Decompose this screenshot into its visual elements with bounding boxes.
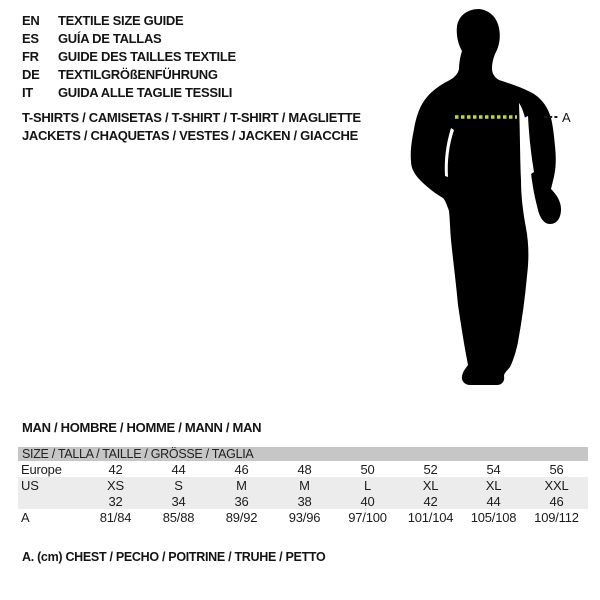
cell: 101/104: [407, 509, 454, 525]
lang-code: DE: [22, 67, 40, 82]
cell: M: [299, 477, 310, 493]
measurement-footnote: A. (cm) CHEST / PECHO / POITRINE / TRUHE / PETTO: [22, 550, 326, 564]
cell: 32: [108, 493, 123, 509]
row-label: Europe: [21, 461, 62, 477]
cell: 81/84: [99, 509, 132, 525]
lang-label: GUIDE DES TAILLES TEXTILE: [58, 49, 236, 64]
cell: XL: [422, 477, 439, 493]
cell: 44: [171, 461, 186, 477]
cell: 46: [234, 461, 249, 477]
cell: 109/112: [534, 509, 579, 525]
cell: 38: [297, 493, 312, 509]
cell: 93/96: [288, 509, 321, 525]
cell: XXL: [544, 477, 569, 493]
size-table-grid: [18, 461, 588, 525]
table-row-us: [18, 477, 588, 493]
table-row-chest-a: [18, 509, 588, 525]
cell: 42: [423, 493, 438, 509]
cell: 105/108: [470, 509, 517, 525]
row-label: US: [21, 477, 39, 493]
lang-label: TEXTILE SIZE GUIDE: [58, 13, 184, 28]
section-title-man: MAN / HOMBRE / HOMME / MANN / MAN: [22, 420, 262, 435]
cell: 36: [234, 493, 249, 509]
cell: 34: [171, 493, 186, 509]
cell: L: [363, 477, 372, 493]
lang-label: GUÍA DE TALLAS: [58, 31, 162, 46]
row-label: [18, 493, 84, 509]
cell: 48: [297, 461, 312, 477]
cell: 46: [549, 493, 564, 509]
lang-code: EN: [22, 13, 40, 28]
size-table: [18, 447, 588, 525]
lang-label: TEXTILGRÖßENFÜHRUNG: [58, 67, 218, 82]
cell: 44: [486, 493, 501, 509]
lang-code: IT: [22, 85, 33, 100]
cell: M: [236, 477, 247, 493]
size-table-header: SIZE / TALLA / TAILLE / GRÖSSE / TAGLIA: [18, 447, 588, 461]
category-jackets: JACKETS / CHAQUETAS / VESTES / JACKEN / GIACCHE: [22, 128, 358, 143]
measure-label-a: A: [562, 110, 571, 125]
cell: XL: [485, 477, 502, 493]
cell: 56: [549, 461, 564, 477]
table-row-alt-size: [18, 493, 588, 509]
man-silhouette: [411, 9, 561, 385]
cell: 97/100: [348, 509, 387, 525]
cell: S: [174, 477, 183, 493]
cell: 50: [360, 461, 375, 477]
lang-code: FR: [22, 49, 39, 64]
cell: 42: [108, 461, 123, 477]
cell: 85/88: [162, 509, 195, 525]
cell: 89/92: [225, 509, 258, 525]
cell: 40: [360, 493, 375, 509]
cell: 52: [423, 461, 438, 477]
row-label: A: [21, 509, 30, 525]
table-row-europe: [18, 461, 588, 477]
lang-label: GUIDA ALLE TAGLIE TESSILI: [58, 85, 233, 100]
cell: 54: [486, 461, 501, 477]
cell: XS: [107, 477, 124, 493]
category-tshirts: T-SHIRTS / CAMISETAS / T-SHIRT / T-SHIRT / MAGLIETTE: [22, 110, 361, 125]
lang-code: ES: [22, 31, 39, 46]
